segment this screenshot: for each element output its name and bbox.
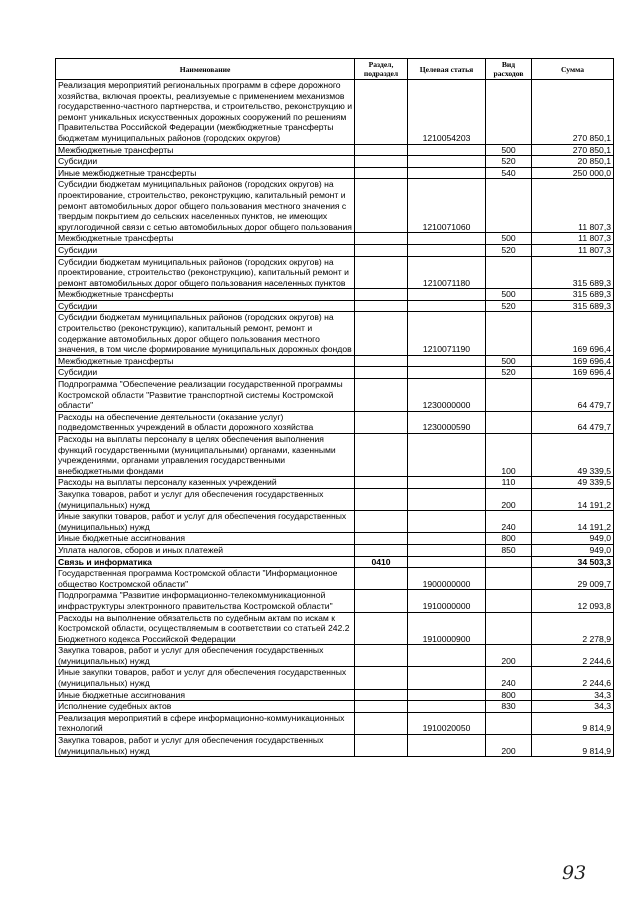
cell-article — [408, 667, 486, 689]
cell-type: 850 — [486, 544, 532, 556]
cell-type: 240 — [486, 667, 532, 689]
table-row — [56, 568, 614, 590]
cell-article: 1910000000 — [408, 590, 486, 612]
cell-article — [408, 144, 486, 156]
cell-article: 1210071060 — [408, 179, 486, 233]
table-row — [56, 411, 614, 433]
cell-sum: 169 696,4 — [532, 367, 614, 379]
cell-type — [486, 612, 532, 645]
table-row — [56, 256, 614, 289]
cell-article — [408, 367, 486, 379]
cell-type: 100 — [486, 434, 532, 477]
cell-section — [355, 300, 408, 312]
cell-sum: 250 000,0 — [532, 167, 614, 179]
cell-section — [355, 667, 408, 689]
cell-section — [355, 80, 408, 145]
cell-sum: 14 191,2 — [532, 511, 614, 533]
cell-type — [486, 712, 532, 734]
cell-type: 520 — [486, 367, 532, 379]
cell-type: 500 — [486, 144, 532, 156]
cell-section — [355, 233, 408, 245]
cell-article — [408, 556, 486, 568]
cell-type: 200 — [486, 488, 532, 510]
col-header-name: Наименование — [56, 59, 355, 80]
cell-section: 0410 — [355, 556, 408, 568]
cell-type: 800 — [486, 689, 532, 701]
cell-article — [408, 156, 486, 168]
cell-section — [355, 712, 408, 734]
cell-section — [355, 511, 408, 533]
cell-name: Межбюджетные трансферты — [56, 289, 355, 301]
cell-section — [355, 312, 408, 355]
cell-article — [408, 533, 486, 545]
table-row — [56, 434, 614, 477]
cell-article: 1210071180 — [408, 256, 486, 289]
cell-type: 500 — [486, 233, 532, 245]
cell-section — [355, 244, 408, 256]
cell-article — [408, 355, 486, 367]
cell-section — [355, 179, 408, 233]
cell-section — [355, 289, 408, 301]
cell-sum: 2 244,6 — [532, 645, 614, 667]
cell-article — [408, 701, 486, 713]
cell-sum: 34 503,3 — [532, 556, 614, 568]
cell-sum: 315 689,3 — [532, 256, 614, 289]
cell-article: 1910020050 — [408, 712, 486, 734]
table-row — [56, 667, 614, 689]
cell-section — [355, 411, 408, 433]
table-body — [56, 80, 614, 757]
cell-name: Реализация мероприятий в сфере информационно-коммуникационных технологий — [56, 712, 355, 734]
table-header-row — [56, 59, 614, 80]
cell-section — [355, 735, 408, 757]
cell-name: Субсидии — [56, 156, 355, 168]
cell-name: Иные бюджетные ассигнования — [56, 689, 355, 701]
table-row — [56, 735, 614, 757]
cell-article: 1230000590 — [408, 411, 486, 433]
cell-name: Расходы на выплаты персоналу казенных учреждений — [56, 477, 355, 489]
cell-section — [355, 256, 408, 289]
cell-sum: 11 807,3 — [532, 179, 614, 233]
cell-name: Иные бюджетные ассигнования — [56, 533, 355, 545]
cell-type — [486, 312, 532, 355]
table-row — [56, 645, 614, 667]
table-row — [56, 533, 614, 545]
cell-article — [408, 645, 486, 667]
table-row — [56, 556, 614, 568]
cell-type: 800 — [486, 533, 532, 545]
cell-sum: 2 278,9 — [532, 612, 614, 645]
col-header-type: Вид расходов — [486, 59, 532, 80]
cell-sum: 2 244,6 — [532, 667, 614, 689]
cell-article — [408, 300, 486, 312]
table-row — [56, 312, 614, 355]
table-row — [56, 167, 614, 179]
cell-name: Исполнение судебных актов — [56, 701, 355, 713]
cell-name: Подпрограмма "Развитие информационно-телекоммуникационной инфраструктуры электронного правительства Костромской области" — [56, 590, 355, 612]
cell-article: 1210054203 — [408, 80, 486, 145]
cell-section — [355, 144, 408, 156]
cell-section — [355, 167, 408, 179]
cell-article — [408, 477, 486, 489]
cell-sum: 315 689,3 — [532, 289, 614, 301]
cell-name: Реализация мероприятий региональных программ в сфере дорожного хозяйства, включая проекты, реализуемые с применением механизмов государственно-частного партнерства, и строительство, реконструкцию и ремонт уникальных искусственных дорожных сооружений по решениям Правительства Российской Федерации (межбюджетные трансферты бюджетам муниципальных районов (городских округов) — [56, 80, 355, 145]
cell-type: 520 — [486, 156, 532, 168]
table-row — [56, 379, 614, 412]
cell-type — [486, 568, 532, 590]
cell-article: 1230000000 — [408, 379, 486, 412]
cell-sum: 34,3 — [532, 701, 614, 713]
table-row — [56, 244, 614, 256]
cell-article — [408, 289, 486, 301]
table-row — [56, 488, 614, 510]
cell-section — [355, 156, 408, 168]
cell-sum: 11 807,3 — [532, 233, 614, 245]
cell-name: Связь и информатика — [56, 556, 355, 568]
cell-type — [486, 590, 532, 612]
cell-section — [355, 533, 408, 545]
cell-type: 200 — [486, 645, 532, 667]
cell-article — [408, 434, 486, 477]
cell-sum: 949,0 — [532, 533, 614, 545]
cell-sum: 315 689,3 — [532, 300, 614, 312]
cell-type — [486, 179, 532, 233]
cell-type: 200 — [486, 735, 532, 757]
cell-sum: 64 479,7 — [532, 379, 614, 412]
cell-type — [486, 379, 532, 412]
cell-sum: 11 807,3 — [532, 244, 614, 256]
cell-article — [408, 511, 486, 533]
cell-name: Субсидии бюджетам муниципальных районов (городских округов) на строительство (реконструкцию), капитальный ремонт, ремонт и содержание автомобильных дорог общего пользования местного значения, в том числе формирование муниципальных дорожных фондов — [56, 312, 355, 355]
cell-article — [408, 544, 486, 556]
cell-section — [355, 544, 408, 556]
cell-name: Иные закупки товаров, работ и услуг для обеспечения государственных (муниципальных) нужд — [56, 667, 355, 689]
cell-name: Субсидии — [56, 244, 355, 256]
cell-name: Закупка товаров, работ и услуг для обеспечения государственных (муниципальных) нужд — [56, 645, 355, 667]
table-row — [56, 701, 614, 713]
cell-type: 830 — [486, 701, 532, 713]
cell-article — [408, 233, 486, 245]
cell-sum: 169 696,4 — [532, 312, 614, 355]
cell-sum: 20 850,1 — [532, 156, 614, 168]
cell-sum: 270 850,1 — [532, 144, 614, 156]
cell-article — [408, 735, 486, 757]
cell-sum: 169 696,4 — [532, 355, 614, 367]
cell-type: 240 — [486, 511, 532, 533]
cell-sum: 12 093,8 — [532, 590, 614, 612]
table-row — [56, 233, 614, 245]
cell-section — [355, 379, 408, 412]
cell-section — [355, 568, 408, 590]
cell-section — [355, 367, 408, 379]
cell-type: 520 — [486, 300, 532, 312]
table-row — [56, 612, 614, 645]
cell-section — [355, 488, 408, 510]
cell-article: 1900000000 — [408, 568, 486, 590]
cell-name: Межбюджетные трансферты — [56, 355, 355, 367]
cell-name: Иные закупки товаров, работ и услуг для обеспечения государственных (муниципальных) нужд — [56, 511, 355, 533]
table-row — [56, 367, 614, 379]
cell-article — [408, 488, 486, 510]
cell-sum: 29 009,7 — [532, 568, 614, 590]
cell-sum: 9 814,9 — [532, 712, 614, 734]
table-row — [56, 300, 614, 312]
cell-type — [486, 80, 532, 145]
table-row — [56, 712, 614, 734]
table-row — [56, 144, 614, 156]
cell-sum: 949,0 — [532, 544, 614, 556]
table-row — [56, 156, 614, 168]
cell-type: 500 — [486, 289, 532, 301]
table-row — [56, 590, 614, 612]
cell-sum: 49 339,5 — [532, 477, 614, 489]
cell-section — [355, 434, 408, 477]
cell-type: 110 — [486, 477, 532, 489]
table-row — [56, 477, 614, 489]
page-number: 93 — [562, 862, 587, 884]
table-row — [56, 544, 614, 556]
cell-section — [355, 477, 408, 489]
cell-name: Государственная программа Костромской области "Информационное общество Костромской области" — [56, 568, 355, 590]
cell-article: 1910000900 — [408, 612, 486, 645]
cell-sum: 64 479,7 — [532, 411, 614, 433]
cell-type — [486, 256, 532, 289]
cell-name: Межбюджетные трансферты — [56, 233, 355, 245]
cell-sum: 14 191,2 — [532, 488, 614, 510]
cell-sum: 49 339,5 — [532, 434, 614, 477]
col-header-sum: Сумма — [532, 59, 614, 80]
cell-type: 500 — [486, 355, 532, 367]
cell-sum: 9 814,9 — [532, 735, 614, 757]
cell-name: Субсидии бюджетам муниципальных районов (городских округов) на проектирование, строительство, реконструкцию, капитальный ремонт и ремонт автомобильных дорог общего пользования местного значения с твердым покрытием до сельских населенных пунктов, не имеющих круглогодичной связи с сетью автомобильных дорог общего пользования — [56, 179, 355, 233]
cell-section — [355, 689, 408, 701]
cell-article — [408, 689, 486, 701]
cell-name: Расходы на обеспечение деятельности (оказание услуг) подведомственных учреждений в области дорожного хозяйства — [56, 411, 355, 433]
col-header-article: Целевая статья — [408, 59, 486, 80]
cell-type — [486, 556, 532, 568]
table-row — [56, 689, 614, 701]
table-row — [56, 511, 614, 533]
budget-table — [55, 58, 614, 757]
cell-section — [355, 701, 408, 713]
cell-name: Закупка товаров, работ и услуг для обеспечения государственных (муниципальных) нужд — [56, 735, 355, 757]
cell-name: Уплата налогов, сборов и иных платежей — [56, 544, 355, 556]
cell-name: Подпрограмма "Обеспечение реализации государственной программы Костромской области "Развитие транспортной системы Костромской области" — [56, 379, 355, 412]
cell-name: Закупка товаров, работ и услуг для обеспечения государственных (муниципальных) нужд — [56, 488, 355, 510]
cell-name: Иные межбюджетные трансферты — [56, 167, 355, 179]
cell-type — [486, 411, 532, 433]
cell-section — [355, 590, 408, 612]
cell-section — [355, 355, 408, 367]
cell-article — [408, 244, 486, 256]
cell-article — [408, 167, 486, 179]
cell-name: Расходы на выплаты персоналу в целях обеспечения выполнения функций государственными (муниципальными) органами, казенными учреждениями, органами управления государственными внебюджетными фондами — [56, 434, 355, 477]
cell-name: Субсидии — [56, 300, 355, 312]
col-header-section: Раздел, подраздел — [355, 59, 408, 80]
table-row — [56, 355, 614, 367]
cell-section — [355, 645, 408, 667]
cell-sum: 270 850,1 — [532, 80, 614, 145]
table-row — [56, 80, 614, 145]
cell-article: 1210071190 — [408, 312, 486, 355]
cell-name: Субсидии бюджетам муниципальных районов (городских округов) на проектирование, строительство (реконструкцию), капитальный ремонт и ремонт автомобильных дорог общего пользования населенных пунктов — [56, 256, 355, 289]
cell-section — [355, 612, 408, 645]
cell-name: Субсидии — [56, 367, 355, 379]
cell-type: 540 — [486, 167, 532, 179]
cell-name: Межбюджетные трансферты — [56, 144, 355, 156]
cell-sum: 34,3 — [532, 689, 614, 701]
cell-name: Расходы на выполнение обязательств по судебным актам по искам к Костромской области, осуществляемым в соответствии со статьей 242.2 Бюджетного кодекса Российской Федерации — [56, 612, 355, 645]
table-row — [56, 179, 614, 233]
cell-type: 520 — [486, 244, 532, 256]
table-row — [56, 289, 614, 301]
